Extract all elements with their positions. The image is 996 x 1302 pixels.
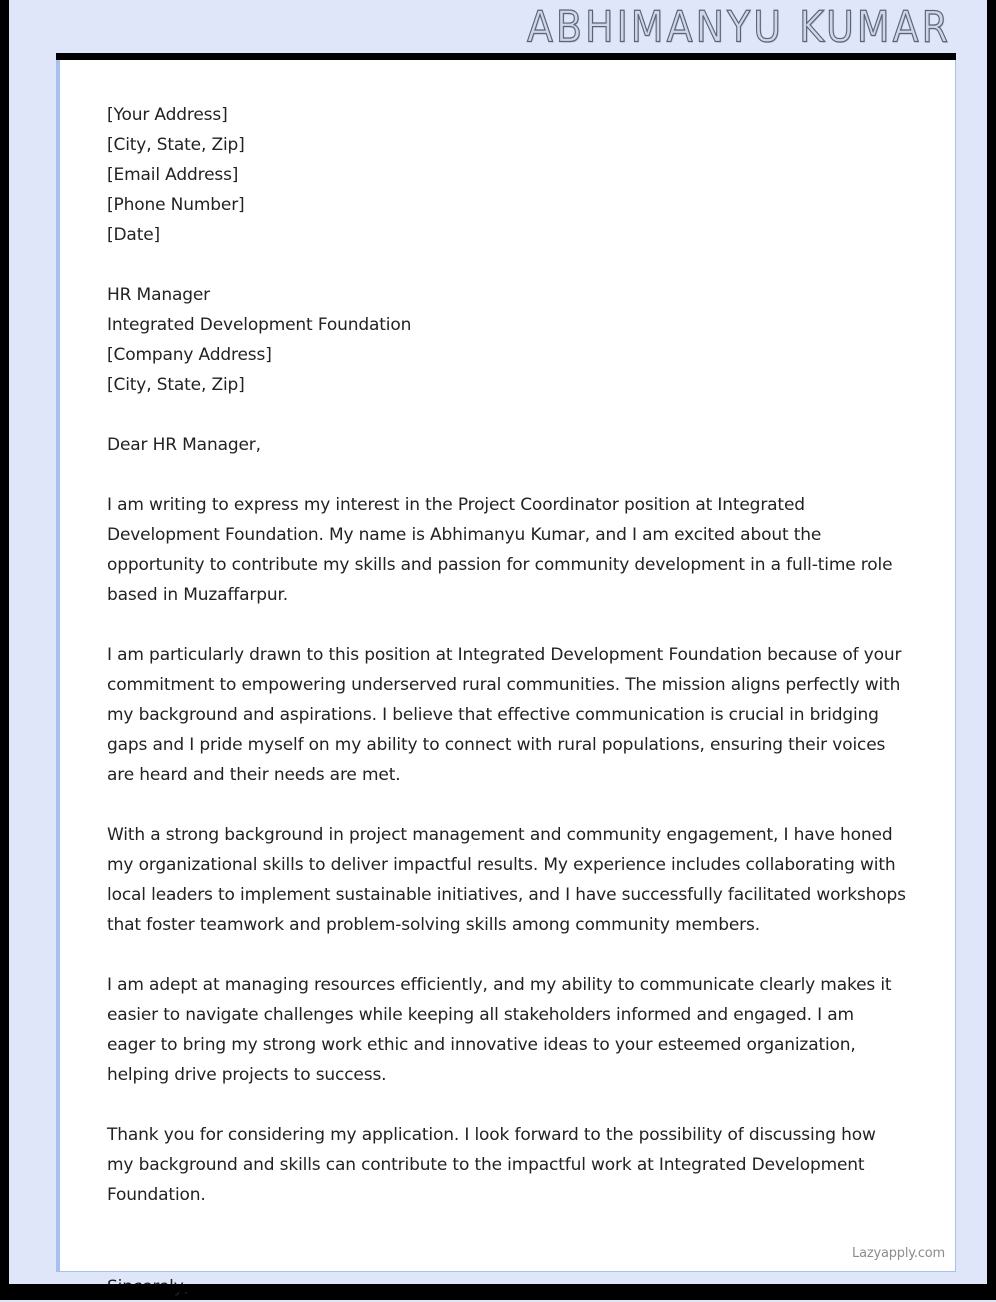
page-title: ABHIMANYU KUMAR <box>526 1 951 52</box>
sender-address-line: [City, State, Zip] <box>107 135 245 155</box>
letter-page <box>56 60 956 1272</box>
letter-paragraph: With a strong background in project management and community engagement, I have honed my organizational skills to deliver impactful results. My experience includes collaborating with local leaders to implement sustainable initiatives, and I have successfully facilitated workshops that foster teamwork and problem-solving skills among community members. <box>107 825 906 935</box>
salutation: Dear HR Manager, <box>107 435 261 455</box>
letter-content <box>107 100 907 1210</box>
letter-paragraph: I am particularly drawn to this position at Integrated Development Foundation because of your commitment to empowering underserved rural communities. The mission aligns perfectly with my background and aspirations. I believe that effective communication is crucial in bridging gaps and I pride myself on my ability to connect with rural populations, ensuring their voices are heard and their needs are met. <box>107 645 902 785</box>
sender-address-line: [Your Address] <box>107 105 228 125</box>
recipient-address-line: Integrated Development Foundation <box>107 315 412 335</box>
document-header <box>9 0 996 53</box>
letter-paragraph: I am writing to express my interest in the Project Coordinator position at Integrated Development Foundation. My name is Abhimanyu Kumar, and I am excited about the opportunity to contribute my skills and passion for community development in a full-time role based in Muzaffarpur. <box>107 495 893 605</box>
recipient-address-line: [Company Address] <box>107 345 272 365</box>
recipient-address-block <box>107 280 907 400</box>
recipient-address-line: [City, State, Zip] <box>107 375 245 395</box>
sender-address-line: [Phone Number] <box>107 195 245 215</box>
spacer <box>107 400 907 430</box>
spacer <box>107 1090 907 1120</box>
spacer <box>107 250 907 280</box>
sender-address-block <box>107 100 907 250</box>
spacer <box>107 460 907 490</box>
watermark-label: Lazyapply.com <box>852 1246 945 1261</box>
spacer <box>107 940 907 970</box>
letter-paragraph: Thank you for considering my application. I look forward to the possibility of discussing how my background and skills can contribute to the impactful work at Integrated Development Foundation. <box>107 1125 876 1205</box>
footer-rule <box>9 1284 996 1292</box>
recipient-address-line: HR Manager <box>107 285 211 305</box>
letter-paragraph: I am adept at managing resources efficiently, and my ability to communicate clearly makes it easier to navigate challenges while keeping all stakeholders informed and engaged. I am eager to bring my strong work ethic and innovative ideas to your esteemed organization, helping drive projects to success. <box>107 975 892 1085</box>
header-rule <box>56 53 956 60</box>
spacer <box>107 790 907 820</box>
sender-address-line: [Date] <box>107 225 160 245</box>
sender-address-line: [Email Address] <box>107 165 239 185</box>
spacer <box>107 610 907 640</box>
